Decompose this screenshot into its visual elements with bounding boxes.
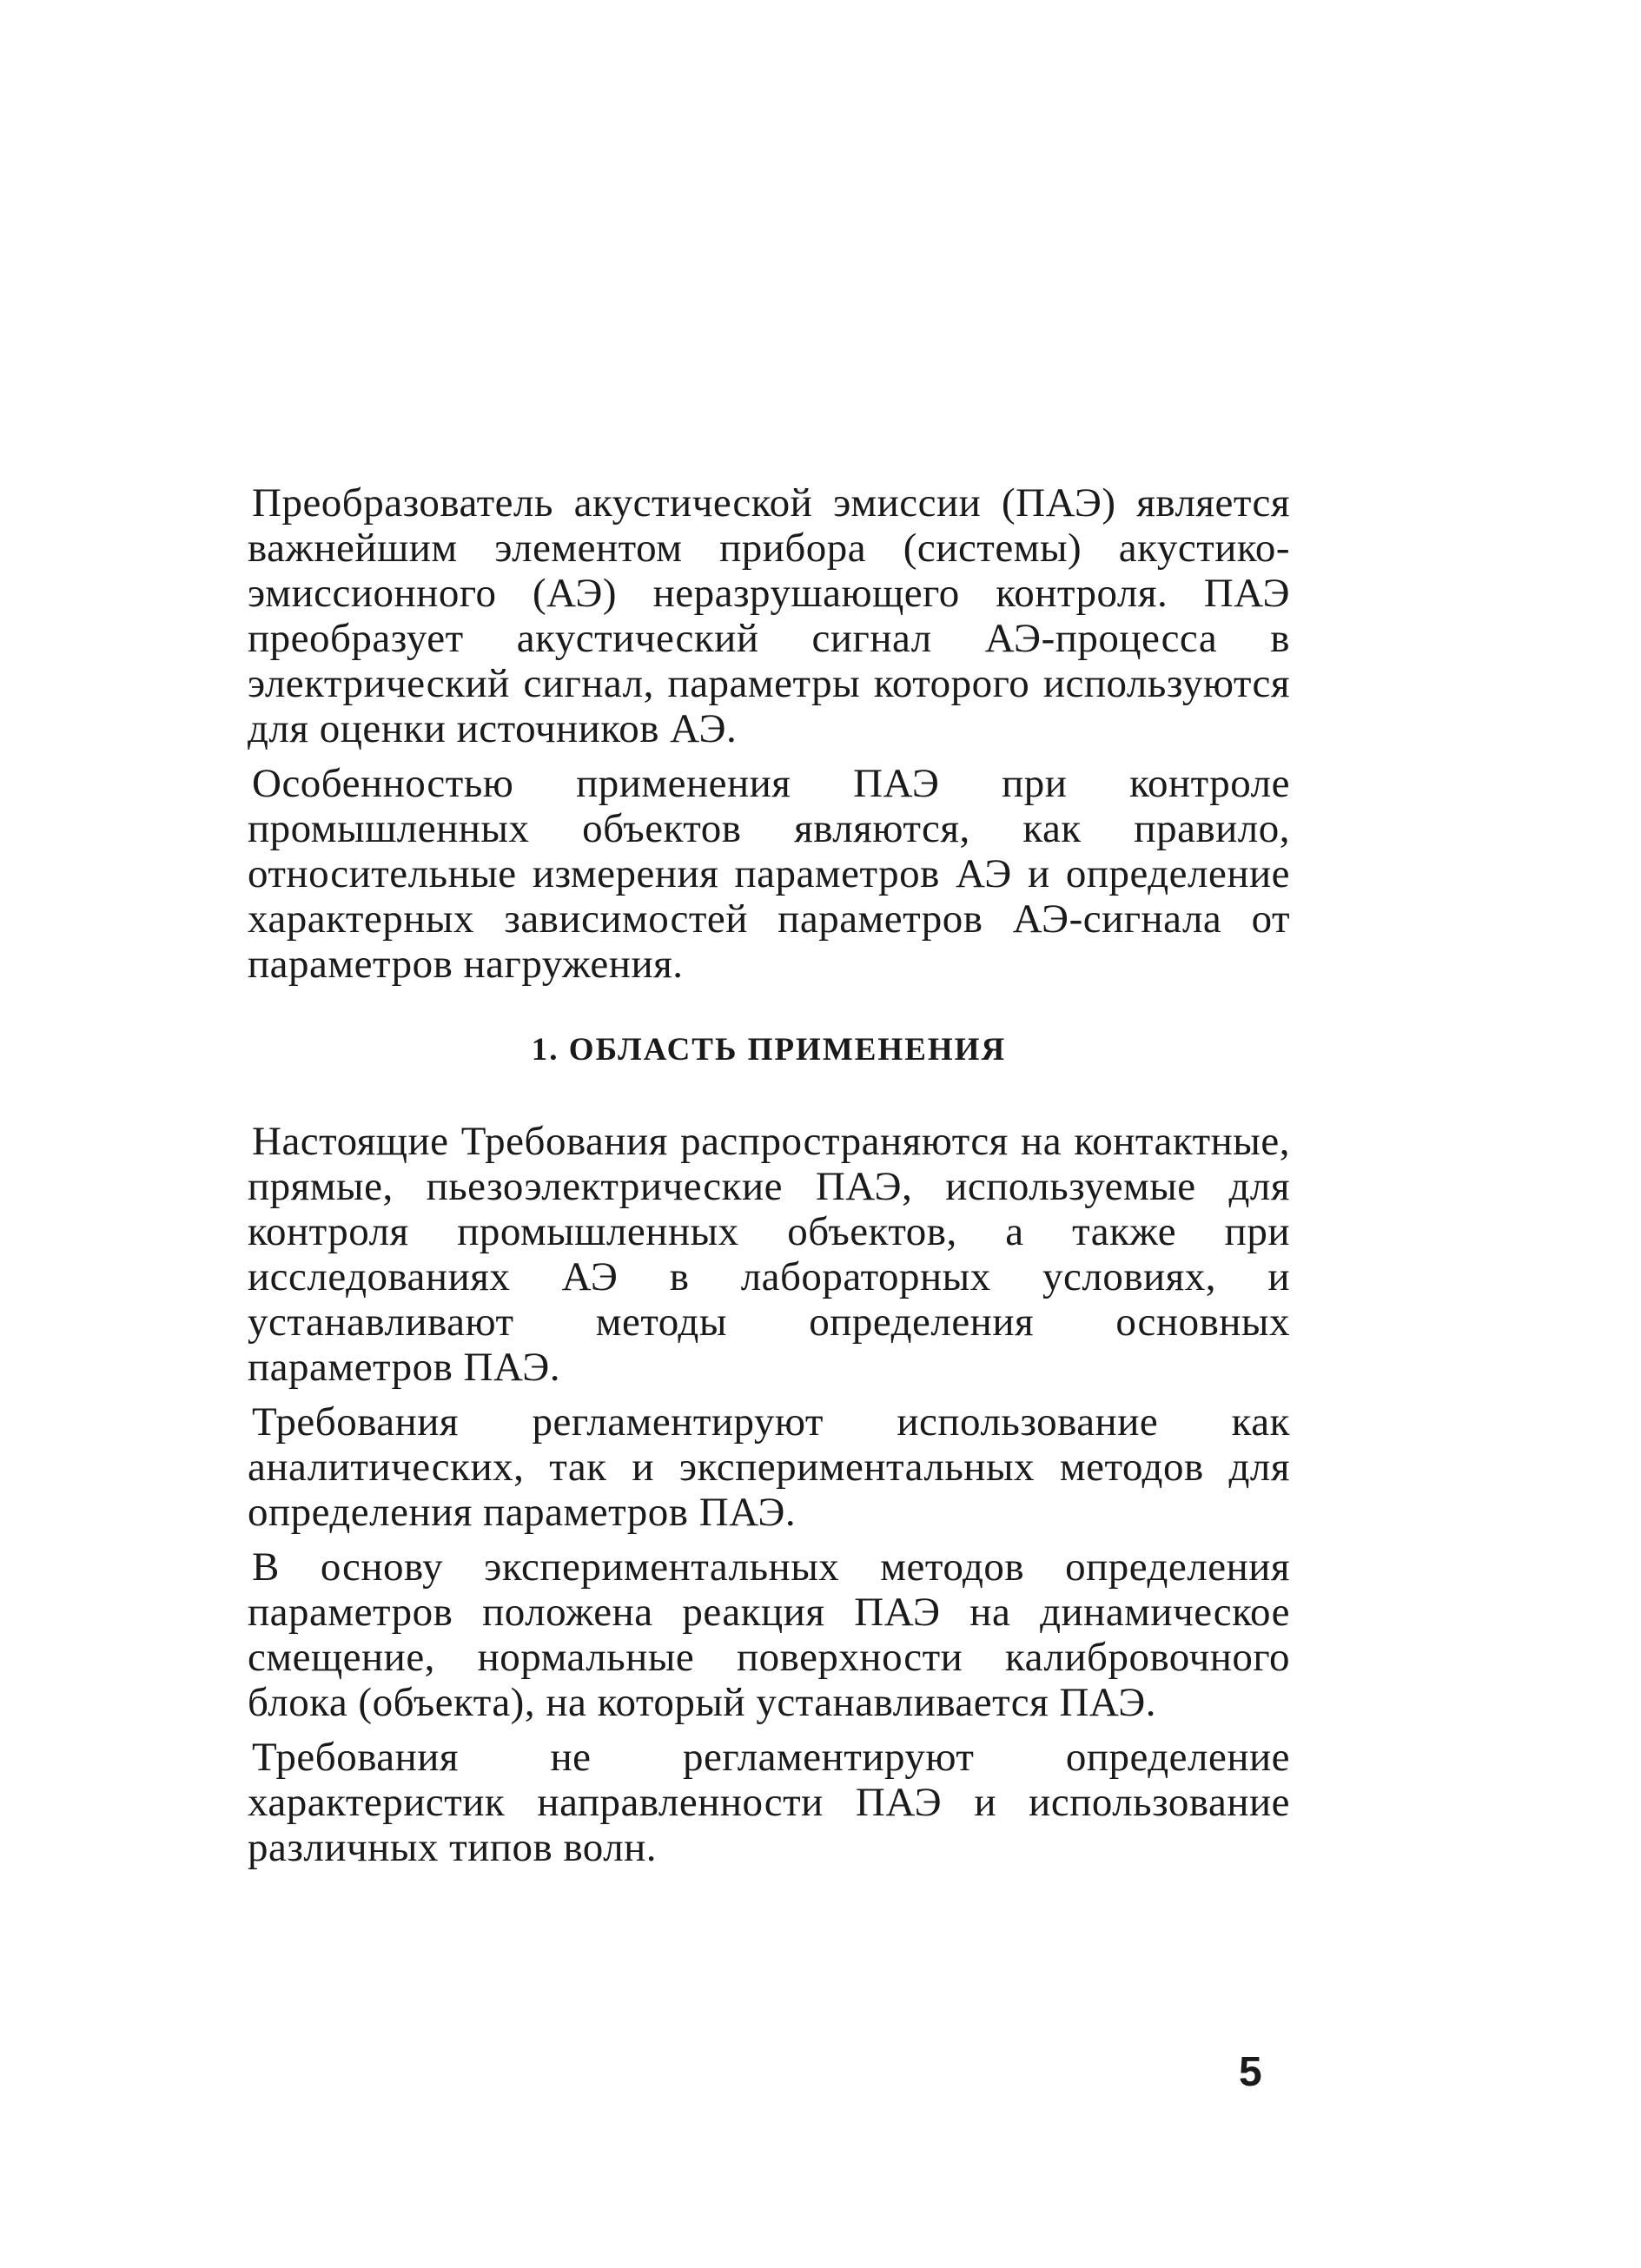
scope-text-block bbox=[248, 1119, 1290, 1880]
page-number: 5 bbox=[1239, 2049, 1262, 2095]
intro-paragraph: Особенностью применения ПАЭ при контроле промышленных объектов являются, как правило, относительные измерения параметров АЭ и определение характерных зависимостей параметров АЭ-сигнала от параметров нагружения. bbox=[248, 761, 1290, 987]
section-heading: 1. ОБЛАСТЬ ПРИМЕНЕНИЯ bbox=[531, 1032, 1007, 1068]
scope-paragraph: Настоящие Требования распространяются на контактные, прямые, пьезоэлектрические ПАЭ, используемые для контроля промышленных объектов, а также при исследованиях АЭ в лабораторных условиях, и устанавливают методы определения основных параметров ПАЭ. bbox=[248, 1119, 1290, 1390]
scope-paragraph: В основу экспериментальных методов определения параметров положена реакция ПАЭ на динамическое смещение, нормальные поверхности калибровочного блока (объекта), на который устанавливается ПАЭ. bbox=[248, 1544, 1290, 1725]
intro-paragraph: Преобразователь акустической эмиссии (ПАЭ) является важнейшим элементом прибора (системы) акустико-эмиссионного (АЭ) неразрушающего контроля. ПАЭ преобразует акустический сигнал АЭ-процесса в электрический сигнал, параметры которого используются для оценки источников АЭ. bbox=[248, 480, 1290, 751]
scope-paragraph: Требования не регламентируют определение характеристик направленности ПАЭ и использование различных типов волн. bbox=[248, 1735, 1290, 1870]
intro-text-block bbox=[248, 480, 1290, 996]
scope-paragraph: Требования регламентируют использование как аналитических, так и экспериментальных методов для определения параметров ПАЭ. bbox=[248, 1399, 1290, 1535]
